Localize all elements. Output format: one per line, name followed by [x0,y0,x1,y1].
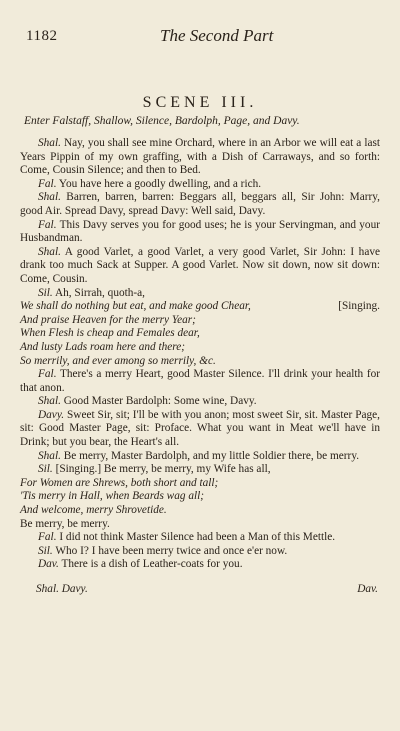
song-line [20,300,380,314]
speaker-name: Fal. [38,177,57,190]
speech-text: Ah, Sirrah, quoth-a, [54,286,145,299]
speech-text: I did not think Master Silence had been a Man of this Mettle. [59,531,336,544]
speech [20,395,380,409]
song-line [20,341,380,355]
running-head: The Second Part [160,26,274,45]
speech [20,287,380,301]
speech-block [20,368,380,477]
speaker-name: Shal. [38,191,61,204]
speaker-name: Shal. [38,245,61,258]
speech-text: A good Varlet, a good Varlet, a very good Varlet, Sir John: I have drank too much Sack at Supper. A good Varlet. Now sit down, now sit down: Come, Cousin. [20,245,380,285]
final-line [20,583,380,597]
catchword: Dav. [357,583,378,596]
speech-text: Good Master Bardolph: Some wine, Davy. [63,395,257,408]
page-header [20,18,380,48]
speaker-name: Shal. [38,395,61,408]
speech [20,558,380,572]
speaker-name: Shal. Davy. [36,583,88,596]
song-line: 'Tis merry in Hall, when Beards wag all; [20,490,205,503]
speaker-name: Shal. [38,449,61,462]
stage-direction: Enter Falstaff, Shallow, Silence, Bardolph, Page, and Davy. [24,115,300,127]
speaker-name: Fal. [38,531,57,544]
song-line: And welcome, merry Shrovetide. [20,504,167,517]
speech [20,409,380,450]
speaker-name: Sil. [38,286,53,299]
page-number: 1182 [26,28,58,44]
song-line-text: So merrily, and ever among so merrily, &c. [20,354,216,367]
speech [20,219,380,246]
stage-direction-singing: [Singing. [338,300,380,313]
speech [20,246,380,287]
speech-text: This Davy serves you for good uses; he is your Servingman, and your Husbandman. [20,218,380,245]
speaker-name: Davy. [38,408,65,421]
speaker-name: Shal. [38,137,61,149]
scene-title: SCENE III. [142,94,258,111]
song-line [20,355,380,369]
speech-text: There's a merry Heart, good Master Silence. I'll drink your health for that anon. [20,368,380,394]
speech [20,368,380,395]
song-line: For Women are Shrews, both short and tall; [20,476,219,489]
speech [20,531,380,545]
speech-text: You have here a goodly dwelling, and a rich. [58,177,262,190]
speech-text: Barren, barren, barren: Beggars all, beggars all, Sir John: Marry, good Air. Spread Davy, spread Davy: Well said, Davy. [20,191,380,217]
play-text [20,137,380,597]
speaker-name: Fal. [38,218,57,231]
speech [20,137,380,178]
speech-block [20,137,380,300]
song-line [20,314,380,328]
speaker-name: Fal. [38,368,57,381]
speech-text: [Singing.] Be merry, be merry, my Wife has all, [55,463,271,476]
speech-text: There is a dish of Leather-coats for you. [61,558,243,571]
speech-text: Sweet Sir, sit; I'll be with you anon; most sweet Sir, sit. Master Page, sit: Good Master Page, sit: Proface. What you want in Meat we'll have in Drink; but you bear, the Heart's all. [20,408,381,449]
speech [20,545,380,559]
speech [20,178,380,192]
speech-text: Nay, you shall see mine Orchard, where in an Arbor we will eat a last Years Pippin of my own graffing, with a Dish of Carraways, and so forth: Come, Cousin Silence; and then to Bed. [20,137,381,177]
speech [20,450,380,464]
speech [20,463,380,477]
song-line-text: And lusty Lads roam here and there; [20,340,186,353]
song-block [20,300,380,368]
song-line [20,327,380,341]
speaker-name: Dav. [38,558,59,571]
song-line-text: We shall do nothing but eat, and make good Chear, [20,300,251,313]
speech-block [20,531,380,572]
speaker-name: Sil. [38,544,53,557]
speech [20,191,380,218]
song-line: Be merry, be merry. [20,517,110,530]
speech-text: Be merry, Master Bardolph, and my little Soldier there, be merry. [63,449,360,462]
song-line-text: And praise Heaven for the merry Year; [20,313,196,326]
song-line-text: When Flesh is cheap and Females dear, [20,327,200,340]
speech-text: Who I? I have been merry twice and once e'er now. [55,544,288,557]
speaker-name: Sil. [38,463,53,476]
song-block [20,477,380,531]
